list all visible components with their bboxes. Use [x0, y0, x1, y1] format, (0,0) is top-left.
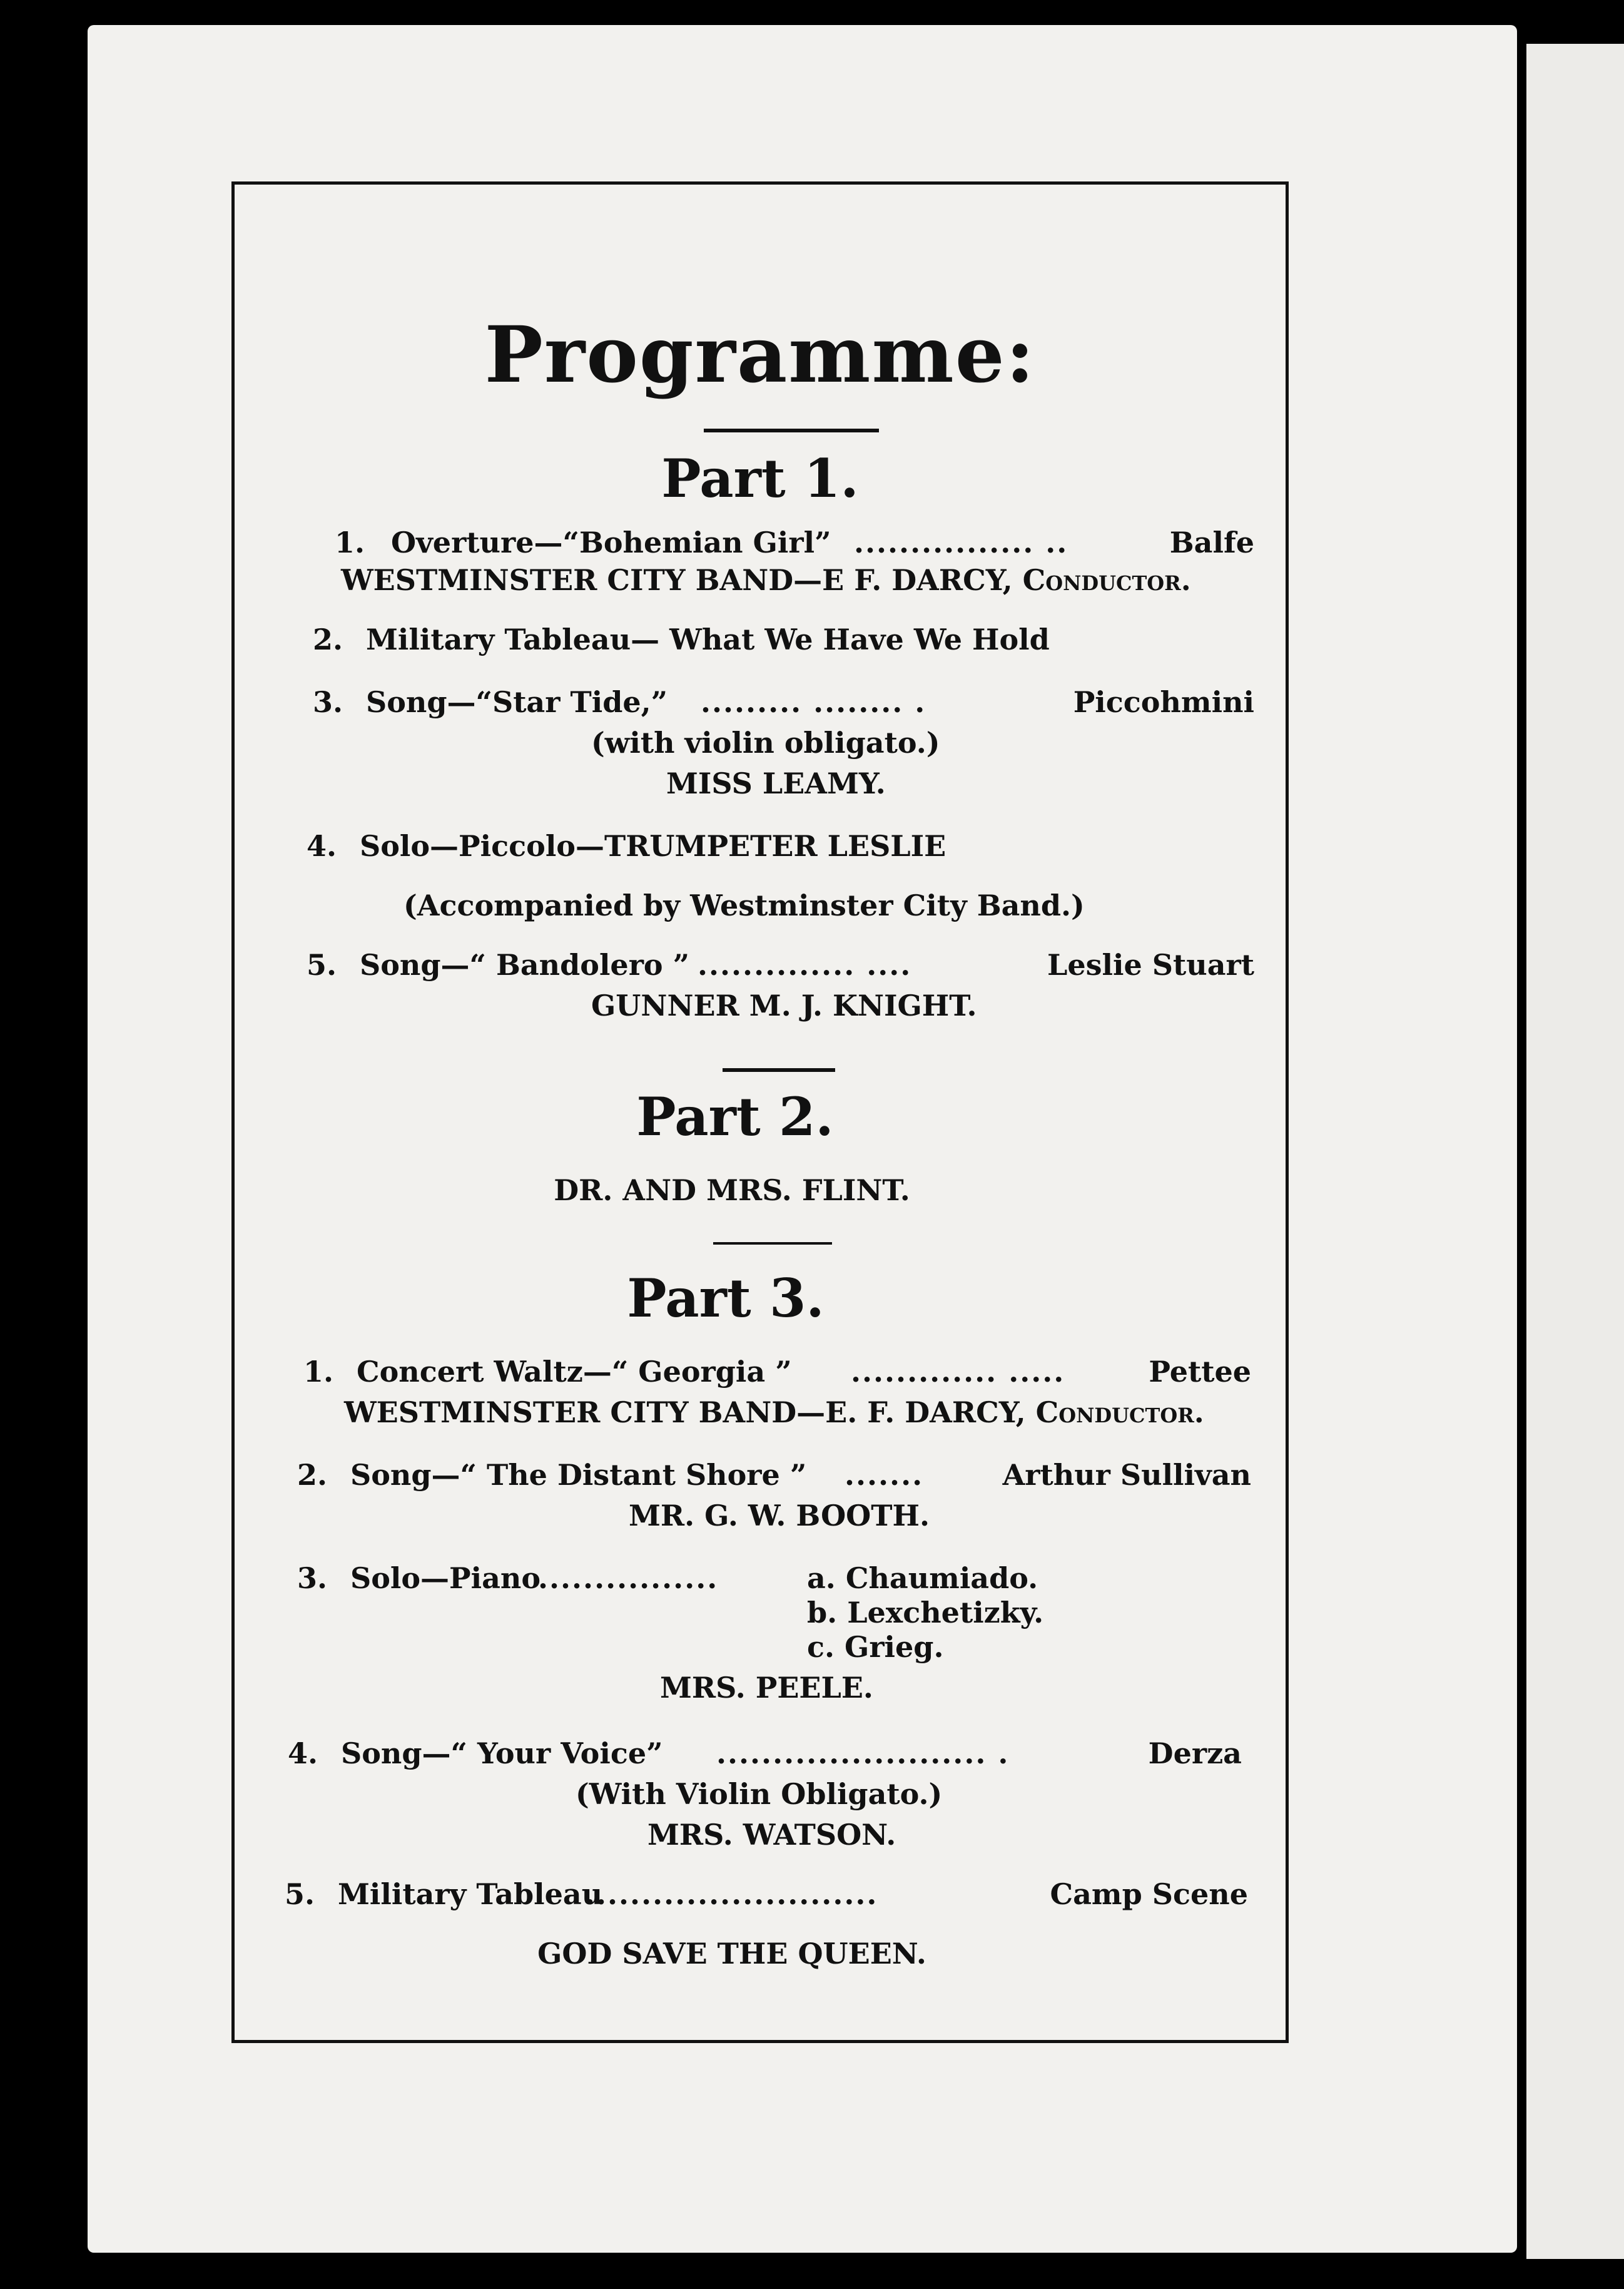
part3-heading: Part 3.: [627, 1267, 825, 1329]
leader-dots: ................: [538, 1561, 719, 1595]
leader-dots: ........................ .: [716, 1736, 1010, 1770]
performer: GUNNER M. J. KNIGHT.: [591, 989, 977, 1022]
item-number: 3.: [297, 1561, 328, 1595]
adjacent-page-edge: [1526, 44, 1624, 2259]
piano-option-c: c. Grieg.: [807, 1630, 944, 1664]
note: (Accompanied by Westminster City Band.): [403, 889, 1085, 922]
part2-heading: Part 2.: [636, 1086, 834, 1148]
piano-option-a: a. Chaumiado.: [807, 1561, 1038, 1595]
performer: WESTMINSTER CITY BAND—E. F. DARCY, Conductor.: [344, 1395, 1204, 1429]
item-number: 3.: [313, 685, 343, 719]
item-title: Song—“ The Distant Shore ”: [350, 1458, 807, 1492]
divider: [723, 1068, 835, 1072]
performer: MRS. PEELE.: [660, 1671, 873, 1705]
piano-option-b: b. Lexchetizky.: [807, 1596, 1044, 1629]
item-title: Concert Waltz—“ Georgia ”: [357, 1355, 792, 1389]
part1-heading: Part 1.: [661, 447, 859, 509]
divider: [713, 1242, 832, 1245]
note: (With Violin Obligato.): [576, 1777, 943, 1811]
item-title: Song—“Star Tide,”: [366, 685, 668, 719]
item-number: 4.: [288, 1736, 318, 1770]
composer: Camp Scene: [1050, 1877, 1248, 1911]
item-title: Solo—Piccolo—TRUMPETER LESLIE: [360, 829, 946, 863]
performer: WESTMINSTER CITY BAND—E F. DARCY, Conductor.: [341, 563, 1191, 597]
programme-frame: [231, 181, 1289, 2043]
leader-dots: .......: [845, 1458, 924, 1492]
item-number: 1.: [303, 1355, 334, 1389]
divider: [704, 429, 879, 432]
composer: Arthur Sullivan: [1002, 1458, 1251, 1492]
leader-dots: ................ ..: [854, 526, 1068, 559]
performer: MR. G. W. BOOTH.: [629, 1499, 930, 1532]
item-title: Military Tableau— What We Have We Hold: [366, 623, 1050, 656]
item-title: Overture—“Bohemian Girl”: [391, 526, 831, 559]
composer: Derza: [1148, 1736, 1242, 1770]
performer: MISS LEAMY.: [666, 767, 886, 800]
item-title: Military Tableau: [338, 1877, 603, 1911]
item-title: Solo—Piano: [350, 1561, 541, 1595]
composer: Balfe: [1169, 526, 1254, 559]
item-number: 2.: [313, 623, 343, 656]
programme-title: Programme:: [484, 310, 1036, 400]
item-title: Song—“ Bandolero ”: [360, 948, 690, 982]
leader-dots: ..........................: [585, 1877, 878, 1911]
item-number: 5.: [307, 948, 337, 982]
leader-dots: ......... ........ .: [701, 685, 926, 719]
anthem: GOD SAVE THE QUEEN.: [537, 1937, 926, 1970]
leader-dots: .............. ....: [698, 948, 912, 982]
performer: DR. AND MRS. FLINT.: [554, 1173, 910, 1207]
item-number: 5.: [285, 1877, 315, 1911]
performer: MRS. WATSON.: [647, 1818, 896, 1852]
item-number: 2.: [297, 1458, 328, 1492]
composer: Pettee: [1149, 1355, 1251, 1389]
note: (with violin obligato.): [591, 726, 940, 760]
item-number: 4.: [307, 829, 337, 863]
composer: Piccohmini: [1073, 685, 1254, 719]
item-number: 1.: [335, 526, 365, 559]
item-title: Song—“ Your Voice”: [341, 1736, 663, 1770]
leader-dots: ............. .....: [851, 1355, 1065, 1389]
composer: Leslie Stuart: [1047, 948, 1254, 982]
